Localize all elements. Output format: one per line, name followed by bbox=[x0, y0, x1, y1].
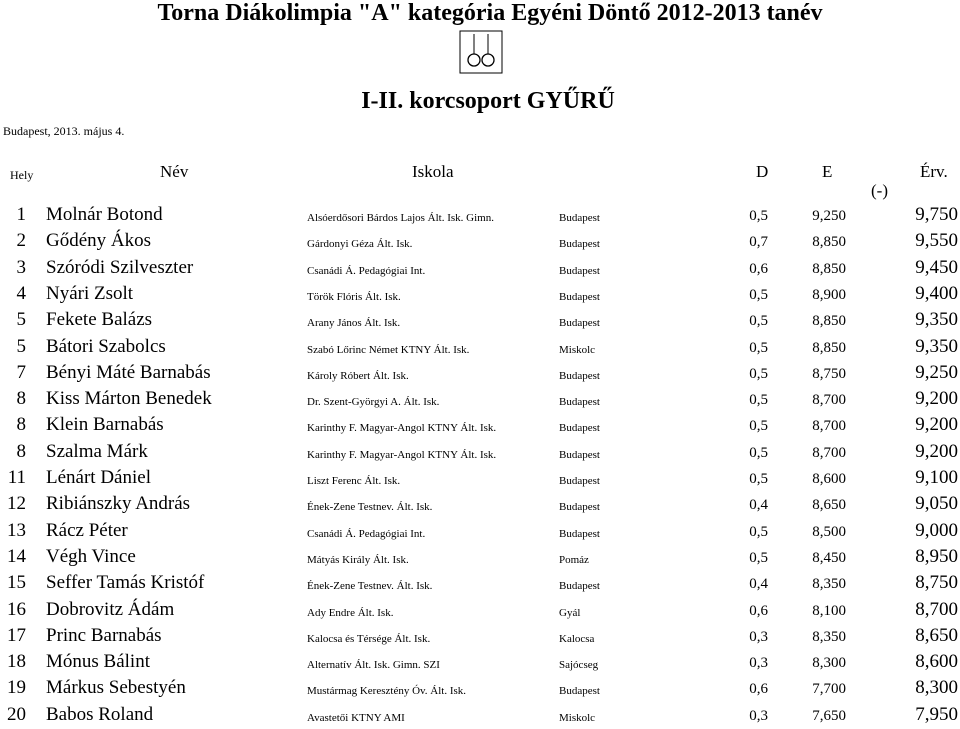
cell-score: 8,300 bbox=[915, 677, 958, 699]
cell-city: Budapest bbox=[559, 580, 600, 593]
cell-city: Budapest bbox=[559, 527, 600, 540]
cell-score: 7,950 bbox=[915, 703, 958, 725]
table-row bbox=[0, 545, 960, 571]
cell-place: 16 bbox=[7, 598, 26, 620]
cell-d: 0,5 bbox=[749, 208, 768, 224]
cell-score: 9,250 bbox=[915, 361, 958, 383]
cell-e: 9,250 bbox=[812, 208, 846, 224]
cell-score: 9,000 bbox=[915, 519, 958, 541]
page-title: Torna Diákolimpia "A" kategória Egyéni Döntő 2012-2013 tanév bbox=[157, 0, 823, 26]
cell-score: 9,350 bbox=[915, 335, 958, 357]
cell-score: 9,200 bbox=[915, 414, 958, 436]
cell-d: 0,7 bbox=[749, 234, 768, 251]
cell-school: Mustármag Keresztény Óv. Ált. Isk. bbox=[307, 685, 467, 698]
cell-d: 0,5 bbox=[749, 339, 768, 356]
cell-place: 3 bbox=[16, 256, 26, 278]
col-header-name: Név bbox=[160, 162, 189, 181]
cell-e: 8,350 bbox=[812, 628, 846, 645]
cell-school: Ady Endre Ált. Isk. bbox=[307, 606, 394, 619]
cell-school: Karinthy F. Magyar-Angol KTNY Ált. Isk. bbox=[307, 422, 497, 435]
cell-place: 17 bbox=[7, 624, 26, 646]
cell-city: Miskolc bbox=[559, 711, 596, 724]
table-row bbox=[0, 440, 960, 466]
cell-school: Kalocsa és Térsége Ált. Isk. bbox=[307, 632, 431, 645]
table-row bbox=[0, 571, 960, 597]
cell-name: Mónus Bálint bbox=[46, 651, 150, 673]
cell-school: Károly Róbert Ált. Isk. bbox=[307, 369, 409, 382]
cell-place: 8 bbox=[16, 414, 26, 436]
table-row bbox=[0, 598, 960, 624]
cell-name: Princ Barnabás bbox=[46, 624, 162, 646]
cell-place: 2 bbox=[16, 230, 26, 252]
cell-city: Kalocsa bbox=[559, 632, 595, 645]
cell-e: 8,900 bbox=[812, 286, 846, 303]
cell-city: Budapest bbox=[559, 448, 600, 461]
cell-e: 7,650 bbox=[812, 707, 846, 724]
cell-name: Márkus Sebestyén bbox=[46, 677, 186, 699]
table-row bbox=[0, 624, 960, 650]
cell-school: Ének-Zene Testnev. Ált. Isk. bbox=[307, 580, 433, 593]
cell-d: 0,3 bbox=[749, 655, 768, 672]
table-row bbox=[0, 492, 960, 518]
cell-e: 8,450 bbox=[812, 549, 846, 566]
cell-d: 0,5 bbox=[749, 418, 768, 435]
cell-d: 0,5 bbox=[749, 523, 768, 540]
cell-school: Mátyás Király Ált. Isk. bbox=[307, 553, 409, 566]
cell-school: Szabó Lőrinc Német KTNY Ált. Isk. bbox=[307, 343, 470, 356]
event-date: Budapest, 2013. május 4. bbox=[3, 124, 125, 138]
cell-place: 13 bbox=[7, 519, 26, 541]
cell-score: 8,650 bbox=[915, 624, 958, 646]
cell-d: 0,4 bbox=[749, 576, 768, 593]
cell-place: 4 bbox=[16, 282, 26, 304]
cell-name: Seffer Tamás Kristóf bbox=[46, 572, 205, 594]
cell-city: Budapest bbox=[559, 396, 600, 409]
cell-e: 8,650 bbox=[812, 497, 846, 514]
cell-e: 8,500 bbox=[812, 523, 846, 540]
cell-score: 9,750 bbox=[915, 204, 958, 225]
cell-score: 8,950 bbox=[915, 545, 958, 567]
cell-name: Végh Vince bbox=[46, 545, 136, 567]
cell-e: 8,350 bbox=[812, 576, 846, 593]
cell-city: Miskolc bbox=[559, 343, 596, 356]
cell-school: Arany János Ált. Isk. bbox=[307, 317, 401, 330]
cell-score: 9,450 bbox=[915, 256, 958, 278]
table-row bbox=[0, 308, 960, 334]
table-row bbox=[0, 466, 960, 492]
cell-city: Budapest bbox=[559, 290, 600, 303]
cell-school: Csanádi Á. Pedagógiai Int. bbox=[307, 264, 426, 277]
col-header-place: Hely bbox=[10, 168, 34, 182]
cell-e: 8,850 bbox=[812, 260, 846, 277]
cell-school: Csanádi Á. Pedagógiai Int. bbox=[307, 527, 426, 540]
cell-e: 8,600 bbox=[812, 471, 846, 487]
table-row bbox=[0, 387, 960, 413]
col-header-school: Iskola bbox=[412, 162, 454, 181]
cell-e: 7,700 bbox=[812, 681, 846, 698]
table-row bbox=[0, 229, 960, 255]
cell-name: Lénárt Dániel bbox=[46, 467, 151, 488]
cell-place: 7 bbox=[16, 361, 26, 383]
cell-e: 8,850 bbox=[812, 313, 846, 330]
cell-d: 0,6 bbox=[749, 602, 768, 619]
cell-place: 11 bbox=[7, 467, 26, 488]
cell-score: 8,600 bbox=[915, 651, 958, 673]
cell-d: 0,5 bbox=[749, 549, 768, 566]
cell-score: 9,100 bbox=[915, 467, 958, 488]
col-header-minus: (-) bbox=[871, 181, 888, 200]
cell-place: 19 bbox=[7, 677, 26, 699]
cell-city: Budapest bbox=[559, 475, 600, 487]
cell-e: 8,750 bbox=[812, 365, 846, 382]
cell-name: Gődény Ákos bbox=[46, 230, 152, 252]
cell-d: 0,4 bbox=[749, 497, 768, 514]
cell-name: Kiss Márton Benedek bbox=[46, 388, 212, 410]
cell-e: 8,700 bbox=[812, 392, 846, 409]
cell-place: 1 bbox=[16, 204, 26, 225]
cell-name: Fekete Balázs bbox=[46, 309, 153, 331]
cell-score: 9,050 bbox=[915, 493, 958, 515]
cell-d: 0,5 bbox=[749, 313, 768, 330]
cell-name: Ribiánszky András bbox=[46, 493, 191, 515]
table-row bbox=[0, 361, 960, 387]
cell-d: 0,5 bbox=[749, 392, 768, 409]
table-row bbox=[0, 519, 960, 545]
table-row bbox=[0, 650, 960, 676]
cell-name: Szóródi Szilveszter bbox=[46, 256, 194, 278]
cell-city: Gyál bbox=[559, 606, 581, 619]
cell-city: Budapest bbox=[559, 212, 600, 224]
cell-city: Budapest bbox=[559, 685, 600, 698]
cell-score: 8,750 bbox=[915, 572, 958, 594]
cell-place: 20 bbox=[7, 703, 26, 725]
cell-place: 8 bbox=[16, 440, 26, 462]
cell-score: 8,700 bbox=[915, 598, 958, 620]
cell-city: Budapest bbox=[559, 238, 600, 251]
col-header-score: Érv. bbox=[920, 162, 948, 181]
cell-score: 9,200 bbox=[915, 388, 958, 410]
cell-d: 0,5 bbox=[749, 471, 768, 487]
cell-place: 12 bbox=[7, 493, 26, 515]
cell-place: 14 bbox=[7, 545, 26, 567]
cell-e: 8,850 bbox=[812, 339, 846, 356]
cell-school: Gárdonyi Géza Ált. Isk. bbox=[307, 238, 413, 251]
cell-d: 0,3 bbox=[749, 628, 768, 645]
cell-place: 15 bbox=[7, 572, 26, 594]
cell-school: Alternatív Ált. Isk. Gimn. SZI bbox=[307, 659, 440, 672]
table-row bbox=[0, 256, 960, 282]
cell-school: Török Flóris Ált. Isk. bbox=[307, 290, 401, 303]
cell-place: 18 bbox=[7, 651, 26, 673]
cell-d: 0,5 bbox=[749, 365, 768, 382]
cell-name: Szalma Márk bbox=[46, 440, 148, 462]
cell-city: Budapest bbox=[559, 369, 600, 382]
cell-city: Sajócseg bbox=[559, 659, 599, 672]
cell-d: 0,5 bbox=[749, 286, 768, 303]
cell-name: Babos Roland bbox=[46, 703, 154, 725]
cell-city: Pomáz bbox=[559, 553, 589, 566]
table-row bbox=[0, 703, 960, 729]
cell-e: 8,100 bbox=[812, 602, 846, 619]
cell-school: Ének-Zene Testnev. Ált. Isk. bbox=[307, 501, 433, 514]
cell-d: 0,5 bbox=[749, 444, 768, 461]
cell-name: Nyári Zsolt bbox=[46, 282, 134, 304]
cell-score: 9,350 bbox=[915, 309, 958, 331]
cell-name: Bátori Szabolcs bbox=[46, 335, 166, 357]
cell-e: 8,300 bbox=[812, 655, 846, 672]
cell-city: Budapest bbox=[559, 317, 600, 330]
cell-e: 8,700 bbox=[812, 418, 846, 435]
cell-score: 9,200 bbox=[915, 440, 958, 462]
cell-city: Budapest bbox=[559, 264, 600, 277]
table-row bbox=[0, 203, 960, 229]
table-row bbox=[0, 282, 960, 308]
cell-place: 5 bbox=[16, 309, 26, 331]
table-row bbox=[0, 335, 960, 361]
category-subtitle: I-II. korcsoport GYŰRŰ bbox=[361, 88, 615, 114]
cell-school: Liszt Ferenc Ált. Isk. bbox=[307, 475, 401, 487]
cell-name: Dobrovitz Ádám bbox=[46, 598, 175, 620]
cell-name: Rácz Péter bbox=[46, 519, 128, 541]
table-row bbox=[0, 413, 960, 439]
cell-place: 8 bbox=[16, 388, 26, 410]
cell-score: 9,400 bbox=[915, 282, 958, 304]
cell-city: Budapest bbox=[559, 422, 600, 435]
cell-school: Avastetői KTNY AMI bbox=[307, 711, 405, 724]
cell-d: 0,3 bbox=[749, 707, 768, 724]
cell-e: 8,850 bbox=[812, 234, 846, 251]
cell-d: 0,6 bbox=[749, 681, 768, 698]
cell-name: Molnár Botond bbox=[46, 204, 163, 225]
col-header-e: E bbox=[822, 162, 833, 181]
gymnastics-rings-icon bbox=[459, 30, 503, 74]
cell-name: Klein Barnabás bbox=[46, 414, 164, 436]
cell-e: 8,700 bbox=[812, 444, 846, 461]
cell-school: Karinthy F. Magyar-Angol KTNY Ált. Isk. bbox=[307, 448, 497, 461]
col-header-d: D bbox=[756, 162, 769, 181]
cell-school: Dr. Szent-Györgyi A. Ált. Isk. bbox=[307, 396, 440, 409]
cell-city: Budapest bbox=[559, 501, 600, 514]
cell-score: 9,550 bbox=[915, 230, 958, 252]
cell-school: Alsóerdősori Bárdos Lajos Ált. Isk. Gimn. bbox=[307, 212, 494, 224]
cell-name: Bényi Máté Barnabás bbox=[46, 361, 211, 383]
cell-d: 0,6 bbox=[749, 260, 768, 277]
cell-place: 5 bbox=[16, 335, 26, 357]
table-row bbox=[0, 676, 960, 702]
